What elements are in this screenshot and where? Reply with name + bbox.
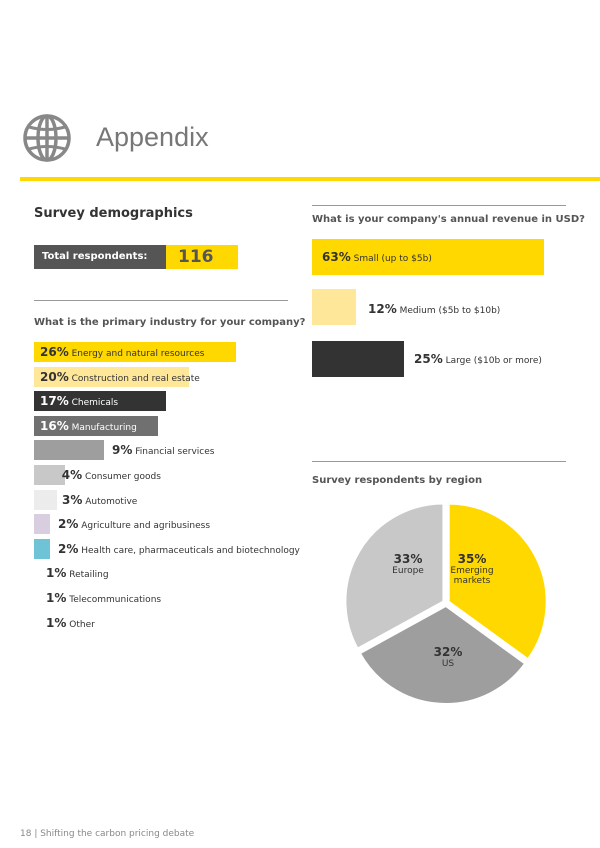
globe-icon xyxy=(22,113,72,163)
industry-bar xyxy=(34,539,50,559)
pie-label-emerging: 35% Emerging markets xyxy=(450,552,494,586)
industry-bar xyxy=(34,490,57,510)
industry-pct: 2% xyxy=(58,517,79,532)
industry-name: Agriculture and agribusiness xyxy=(81,521,211,532)
industry-label xyxy=(62,490,137,510)
industry-label xyxy=(40,416,137,436)
revenue-label-large: 25% Large ($10b or more) xyxy=(414,352,542,366)
pie-label-europe: 33% Europe xyxy=(392,552,424,576)
header-divider xyxy=(20,177,600,181)
total-respondents-value: 116 xyxy=(166,245,238,269)
revenue-divider xyxy=(312,205,566,206)
industry-label xyxy=(112,440,214,460)
industry-name: Consumer goods xyxy=(85,472,161,482)
page-footer: 18 | Shifting the carbon pricing debate xyxy=(20,829,195,839)
region-question: Survey respondents by region xyxy=(312,475,483,486)
industry-label xyxy=(46,613,95,633)
industry-label xyxy=(40,342,204,362)
industry-pct: 16% xyxy=(40,418,69,433)
industry-label xyxy=(62,465,161,485)
industry-bar xyxy=(34,440,104,460)
industry-bar xyxy=(34,465,65,485)
industry-label xyxy=(46,563,109,583)
industry-label xyxy=(58,539,300,559)
industry-pct: 1% xyxy=(46,566,67,581)
industry-name: Energy and natural resources xyxy=(71,349,205,359)
industry-pct: 20% xyxy=(40,369,69,384)
total-respondents-label: Total respondents: xyxy=(34,245,166,269)
revenue-question: What is your company's annual revenue in USD? xyxy=(312,214,585,225)
pie-label-us: 32% US xyxy=(433,645,463,669)
industry-bar xyxy=(34,514,50,534)
industry-pct: 1% xyxy=(46,615,67,630)
industry-pct: 9% xyxy=(112,443,133,458)
revenue-bar-large xyxy=(312,341,404,377)
industry-label xyxy=(46,588,161,608)
region-pie-chart xyxy=(340,497,552,709)
demographics-heading: Survey demographics xyxy=(34,206,193,221)
industry-name: Chemicals xyxy=(71,398,119,409)
industry-label xyxy=(58,514,210,534)
revenue-label-small: 63% Small (up to $5b) xyxy=(322,250,432,264)
industry-pct: 17% xyxy=(40,394,69,409)
industry-pct: 26% xyxy=(40,345,69,359)
industry-name: Health care, pharmaceuticals and biotechnology xyxy=(81,545,300,556)
industry-name: Retailing xyxy=(69,570,109,581)
page-title: Appendix xyxy=(96,122,209,152)
industry-label xyxy=(40,367,200,387)
industry-name: Automotive xyxy=(85,496,138,507)
industry-pct: 3% xyxy=(62,492,83,507)
region-divider xyxy=(312,461,566,462)
revenue-label-medium: 12% Medium ($5b to $10b) xyxy=(368,302,501,316)
revenue-bar-medium xyxy=(312,289,356,325)
industry-label xyxy=(40,391,118,411)
industry-pct: 1% xyxy=(46,591,67,605)
industry-name: Telecommunications xyxy=(69,595,162,605)
industry-question: What is the primary industry for your company? xyxy=(34,317,306,328)
industry-pct: 4% xyxy=(61,468,83,482)
industry-name: Construction and real estate xyxy=(71,373,200,384)
industry-pct: 2% xyxy=(58,541,79,556)
industry-name: Other xyxy=(69,619,95,630)
industry-name: Financial services xyxy=(135,447,215,458)
industry-divider xyxy=(34,300,288,301)
industry-name: Manufacturing xyxy=(71,422,137,433)
